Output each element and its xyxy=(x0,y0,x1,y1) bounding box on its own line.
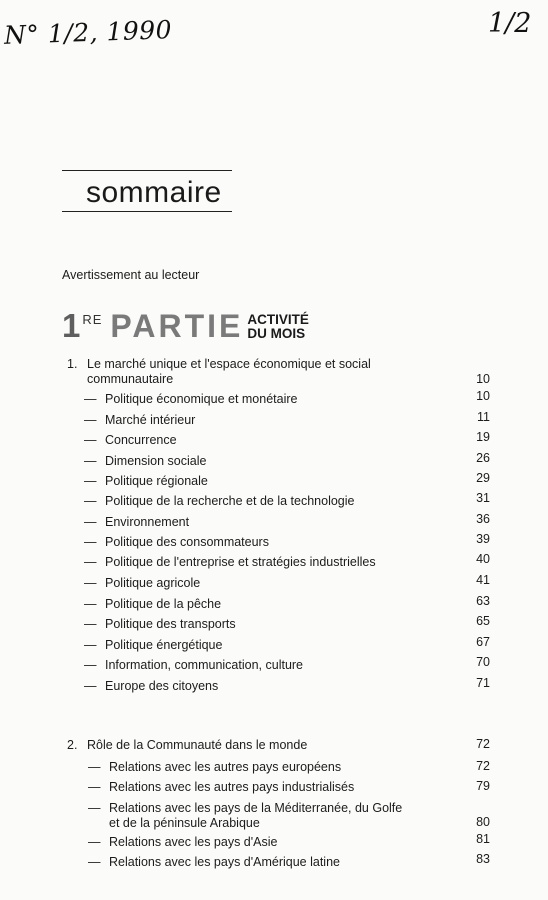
section-number: 1. xyxy=(67,357,78,371)
toc-item-label: Politique énergétique xyxy=(105,638,223,652)
toc-item-page: 81 xyxy=(476,832,490,846)
toc-item: — Relations avec les autres pays industrialisés 79 xyxy=(88,779,490,794)
toc-item-label: Politique des transports xyxy=(105,617,236,631)
toc-item-page: 70 xyxy=(476,655,490,669)
toc-item-label: Politique de la pêche xyxy=(105,597,222,611)
toc-item: — Marché intérieur 11 xyxy=(84,410,490,427)
toc-item-label: Politique régionale xyxy=(105,474,208,488)
section-title xyxy=(87,357,457,387)
toc-item: — Europe des citoyens 71 xyxy=(84,676,490,693)
section-title-line1: Le marché unique et l'espace économique et social xyxy=(87,357,371,371)
toc-item-label: Relations avec les pays d'Asie xyxy=(109,835,278,849)
part-subtitle-line2: DU MOIS xyxy=(247,326,306,341)
section-heading xyxy=(62,357,502,387)
toc-item-page: 31 xyxy=(476,491,490,505)
toc-item-label: Relations avec les autres pays industrialisés xyxy=(109,780,355,794)
toc-item-label: Politique économique et monétaire xyxy=(105,392,298,406)
toc-item: — Environnement 36 xyxy=(84,512,490,529)
toc-item-label: Politique de l'entreprise et stratégies industrielles xyxy=(105,555,376,569)
toc-item: — Relations avec les pays de la Méditerranée, du Golfe et de la péninsule Arabique 80 xyxy=(88,801,490,830)
toc-item-page: 83 xyxy=(476,852,490,866)
section-title: Rôle de la Communauté dans le monde xyxy=(87,738,308,752)
toc-item-page: 63 xyxy=(476,594,490,608)
toc-item-label: Relations avec les pays d'Amérique latine xyxy=(109,855,340,869)
toc-item-page: 39 xyxy=(476,532,490,546)
toc-item-label-line2: et de la péninsule Arabique xyxy=(109,816,260,830)
toc-item: — Information, communication, culture 70 xyxy=(84,655,490,672)
toc-item-label: Information, communication, culture xyxy=(105,658,304,672)
toc-item-label: Dimension sociale xyxy=(105,454,207,468)
toc-item: — Politique des consommateurs 39 xyxy=(84,532,490,549)
part-heading xyxy=(62,308,309,344)
toc-item-page: 36 xyxy=(476,512,490,526)
toc-item-label: Relations avec les autres pays européens xyxy=(109,760,342,774)
toc-item-page: 41 xyxy=(476,573,490,587)
toc-item-label: Concurrence xyxy=(105,433,177,447)
toc-item-page: 79 xyxy=(476,779,490,793)
toc-item-label: Politique des consommateurs xyxy=(105,535,269,549)
toc-item: — Politique régionale 29 xyxy=(84,471,490,488)
toc-item: — Politique des transports 65 xyxy=(84,614,490,631)
title-bottom-rule xyxy=(62,211,232,212)
part-subtitle xyxy=(247,313,309,341)
toc-item: — Politique de l'entreprise et stratégies industrielles 40 xyxy=(84,552,490,569)
toc-item-page: 71 xyxy=(476,676,490,690)
section-number: 2. xyxy=(67,738,78,752)
toc-item-label: Europe des citoyens xyxy=(105,679,219,693)
toc-item-label: Politique de la recherche et de la technologie xyxy=(105,494,355,508)
part-number-suffix: RE xyxy=(82,312,103,327)
toc-item-page: 26 xyxy=(476,451,490,465)
toc-item-label: Politique agricole xyxy=(105,576,201,590)
toc-item: — Politique agricole 41 xyxy=(84,573,490,590)
section-title-line2: communautaire xyxy=(87,372,174,386)
toc-item: — Dimension sociale 26 xyxy=(84,451,490,468)
toc-item: — Relations avec les pays d'Amérique latine 83 xyxy=(88,852,490,869)
toc-item: — Relations avec les pays d'Asie 81 xyxy=(88,832,490,849)
handwritten-issue-note: N° 1/2, 1990 xyxy=(3,15,173,50)
foreword-link: Avertissement au lecteur xyxy=(62,268,200,282)
section-page: 72 xyxy=(476,737,490,751)
toc-item: — Politique économique et monétaire 10 xyxy=(84,389,490,406)
toc-item-page: 40 xyxy=(476,552,490,566)
toc-item: — Politique de la recherche et de la technologie 31 xyxy=(84,491,490,508)
toc-item-page: 80 xyxy=(476,815,490,829)
toc-item-page: 72 xyxy=(476,759,490,773)
section-page: 10 xyxy=(476,372,490,386)
toc-item-label xyxy=(109,801,469,831)
part-word: PARTIE xyxy=(110,308,244,344)
handwritten-part-note: 1/2 xyxy=(488,8,532,39)
part-subtitle-line1: ACTIVITÉ xyxy=(247,312,309,327)
toc-item-page: 10 xyxy=(476,389,490,403)
toc-item-page: 19 xyxy=(476,430,490,444)
page-title: sommaire xyxy=(86,176,222,209)
toc-item-label-line1: Relations avec les pays de la Méditerranée, du Golfe xyxy=(109,801,403,815)
toc-item: — Relations avec les autres pays européens 72 xyxy=(88,759,490,774)
toc-item: — Politique de la pêche 63 xyxy=(84,594,490,611)
title-top-rule xyxy=(62,170,232,171)
toc-item: — Politique énergétique 67 xyxy=(84,635,490,652)
toc-item-page: 29 xyxy=(476,471,490,485)
toc-item: — Concurrence 19 xyxy=(84,430,490,447)
toc-item-label: Environnement xyxy=(105,515,190,529)
toc-item-page: 65 xyxy=(476,614,490,628)
toc-item-page: 67 xyxy=(476,635,490,649)
toc-item-page: 11 xyxy=(477,410,490,424)
section-heading xyxy=(62,738,502,753)
toc-item-label: Marché intérieur xyxy=(105,413,196,427)
part-number: 1 xyxy=(62,307,81,344)
